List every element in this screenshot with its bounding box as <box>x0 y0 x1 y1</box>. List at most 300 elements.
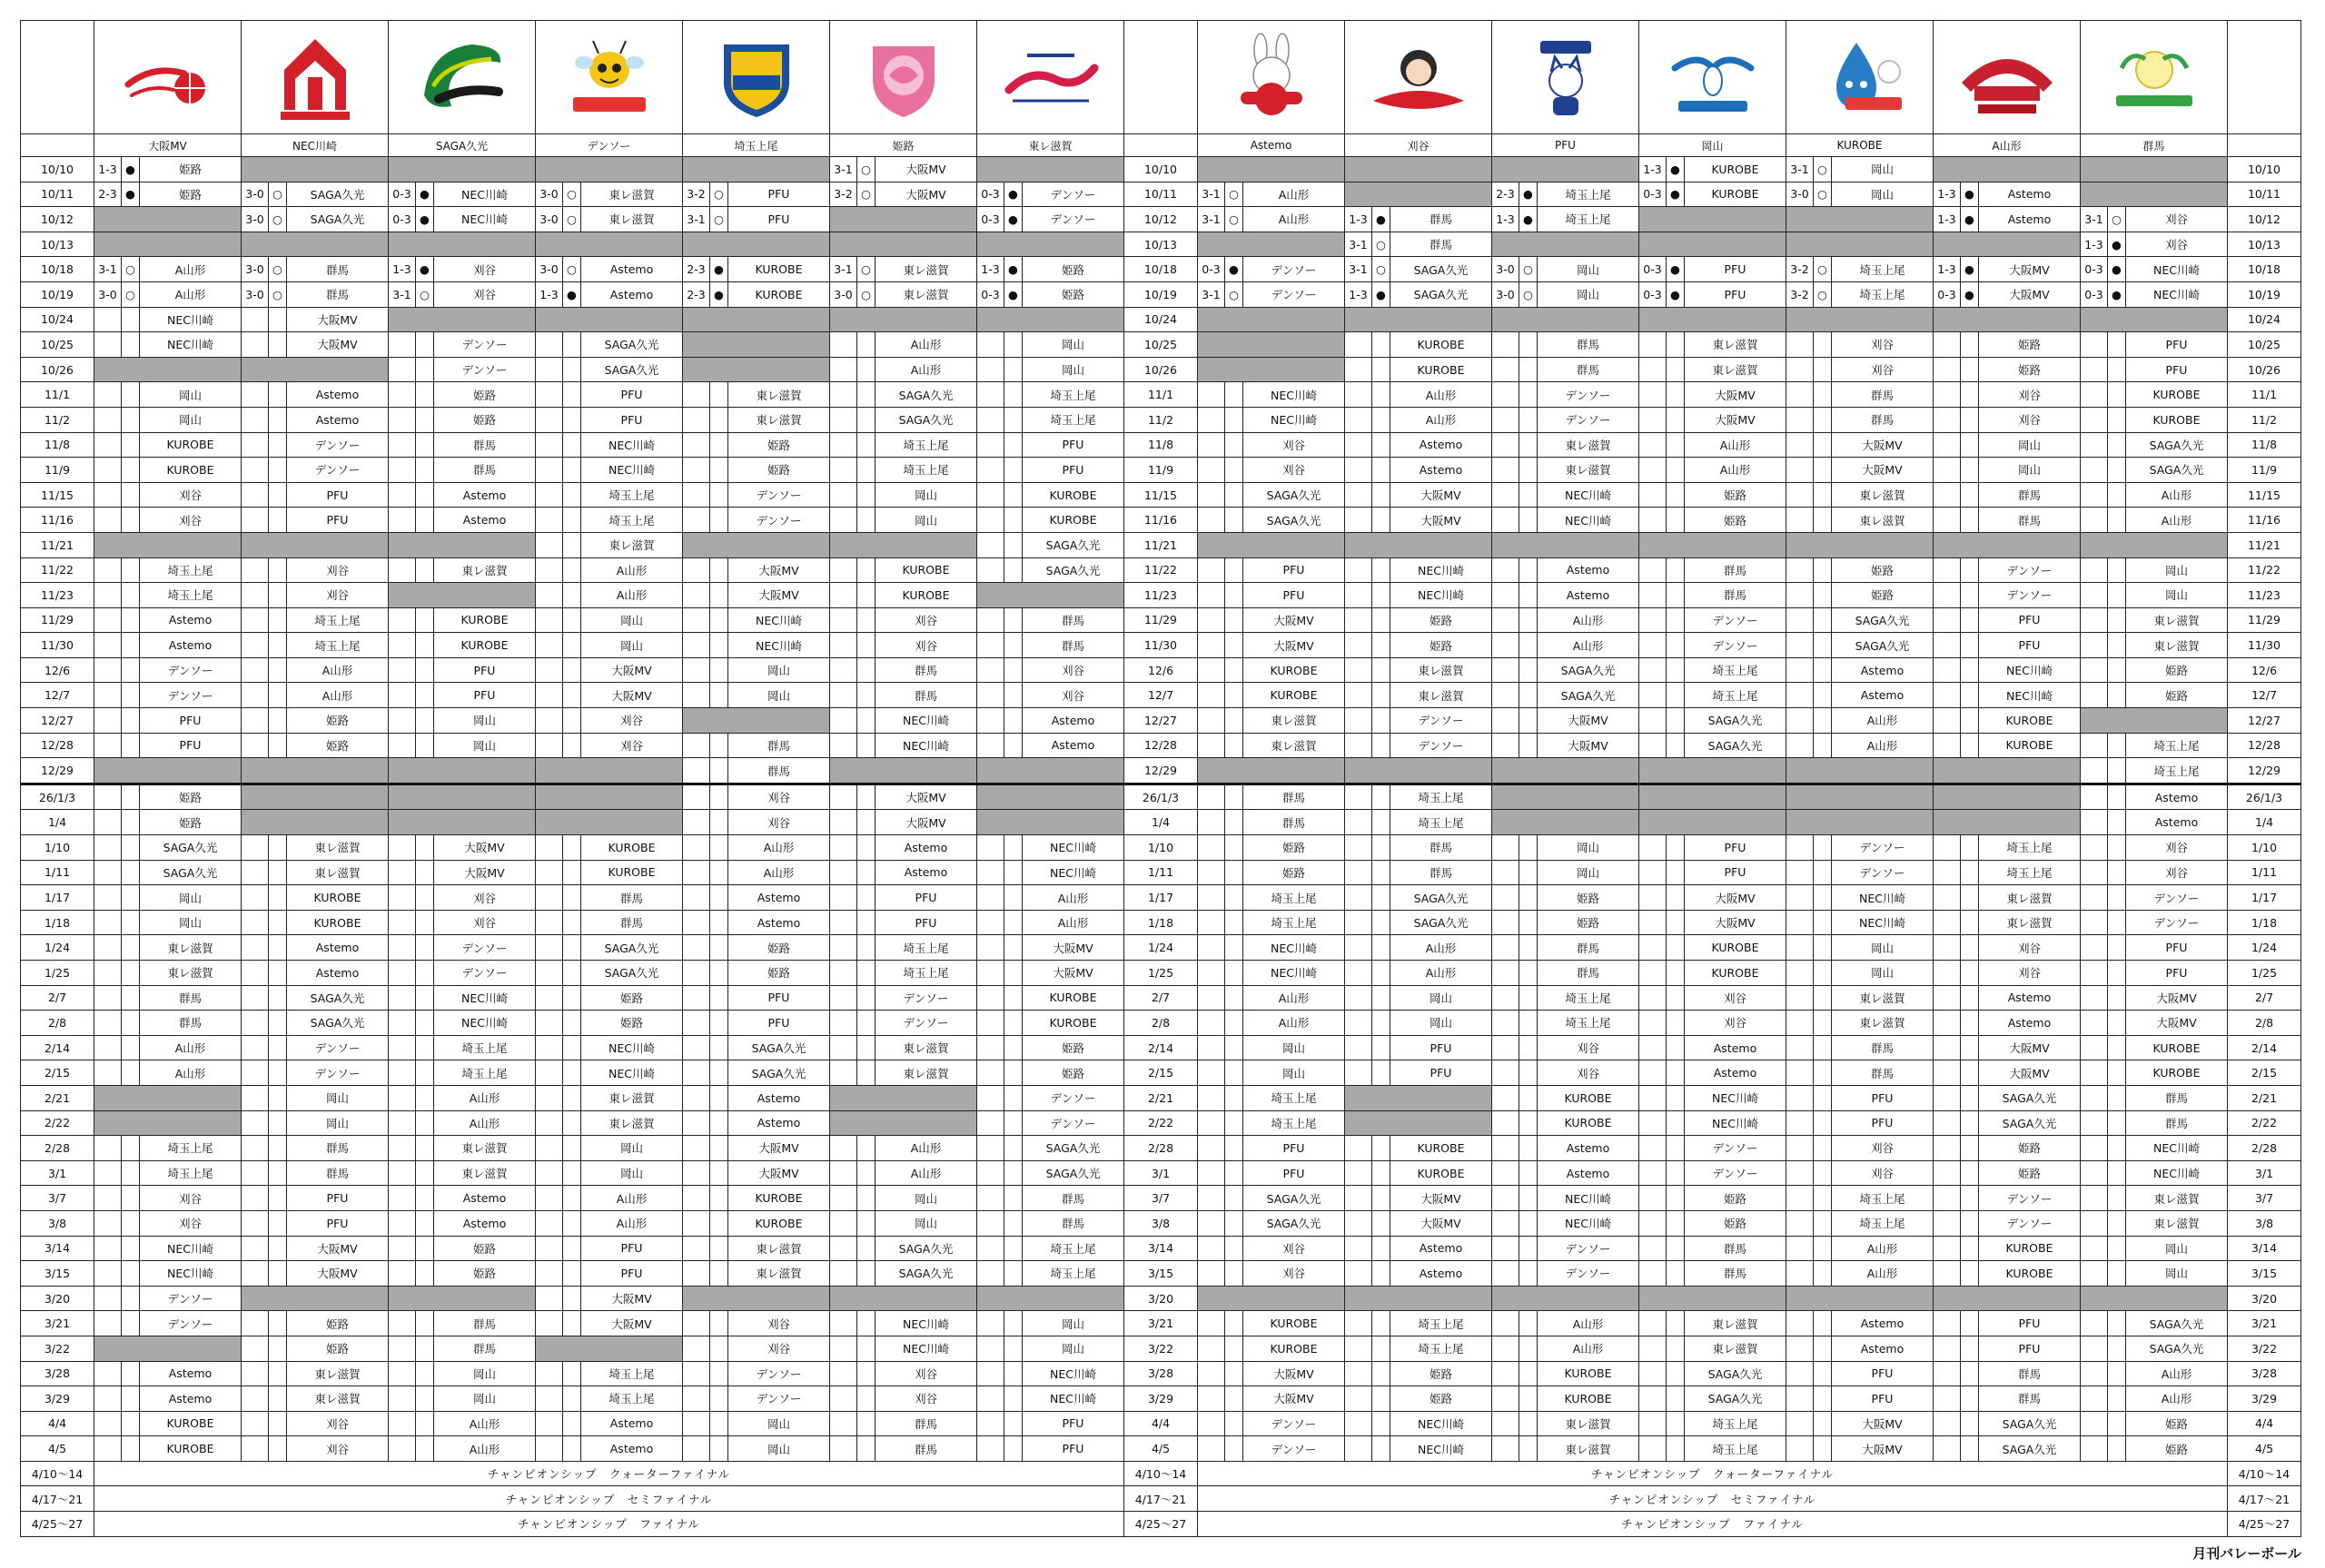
score-cell <box>536 332 563 358</box>
no-match-cell <box>536 157 683 182</box>
result-cell <box>1961 1436 1979 1462</box>
schedule-row <box>21 784 2301 810</box>
result-cell <box>1225 1236 1243 1261</box>
loss-mark-icon: ● <box>2108 281 2126 307</box>
opponent-name: 群馬 <box>581 885 683 911</box>
opponent-name: 姫路 <box>434 1261 536 1287</box>
score-cell <box>683 1436 710 1462</box>
opponent-name: NEC川崎 <box>581 432 683 458</box>
match-score: 0-3 <box>1639 257 1667 282</box>
result-cell <box>563 607 581 633</box>
result-cell <box>269 633 287 658</box>
opponent-name: Astemo <box>1832 657 1934 683</box>
date-cell: 1/10 <box>1124 835 1198 861</box>
pink-shield-icon <box>850 32 957 123</box>
team-logo-cell <box>536 21 683 134</box>
opponent-name: 大阪MV <box>728 1136 830 1161</box>
score-cell <box>536 1361 563 1386</box>
result-cell <box>563 860 581 885</box>
date-cell: 4/25～27 <box>21 1512 94 1537</box>
schedule-row <box>21 1236 2301 1261</box>
date-cell: 10/25 <box>1124 332 1198 358</box>
opponent-name: 刈谷 <box>728 1336 830 1361</box>
date-cell: 2/14 <box>21 1035 94 1060</box>
result-cell <box>1004 1436 1023 1462</box>
opponent-name: デンソー <box>1023 1110 1124 1136</box>
score-cell <box>1934 1060 1961 1086</box>
result-cell <box>269 985 287 1011</box>
score-cell <box>683 1336 710 1361</box>
score-cell <box>1492 657 1519 683</box>
result-cell <box>122 935 140 961</box>
score-cell <box>1934 733 1961 758</box>
opponent-name: 群馬 <box>287 1160 389 1186</box>
opponent-name: NEC川崎 <box>876 1336 977 1361</box>
score-cell <box>977 407 1004 432</box>
score-cell <box>1786 1236 1814 1261</box>
opponent-name: 刈谷 <box>1979 935 2081 961</box>
result-cell <box>857 733 876 758</box>
opponent-name: 姫路 <box>2126 1436 2228 1462</box>
opponent-name: デンソー <box>287 432 389 458</box>
no-match-cell <box>389 307 536 332</box>
opponent-name: 群馬 <box>1685 557 1786 583</box>
team-name: KUROBE <box>1786 134 1934 157</box>
opponent-name: Astemo <box>876 860 977 885</box>
score-cell <box>1639 835 1667 861</box>
result-cell <box>857 1060 876 1086</box>
result-cell <box>563 1160 581 1186</box>
date-cell: 4/5 <box>1124 1436 1198 1462</box>
result-cell <box>122 407 140 432</box>
no-match-cell <box>536 1336 683 1361</box>
team-name: Astemo <box>1198 134 1345 157</box>
result-cell <box>1814 407 1832 432</box>
opponent-name: 埼玉上尾 <box>140 583 242 608</box>
result-cell <box>1961 683 1979 708</box>
score-cell <box>977 733 1004 758</box>
score-cell <box>977 557 1004 583</box>
result-cell <box>1372 407 1390 432</box>
opponent-name: KUROBE <box>2126 407 2228 432</box>
score-cell <box>683 1060 710 1086</box>
result-cell <box>1961 458 1979 483</box>
opponent-name: PFU <box>434 657 536 683</box>
score-cell <box>830 508 857 533</box>
opponent-name: 岡山 <box>728 683 830 708</box>
result-cell <box>563 1361 581 1386</box>
opponent-name: 岡山 <box>876 508 977 533</box>
result-cell <box>563 1136 581 1161</box>
loss-mark-icon: ● <box>2108 257 2126 282</box>
date-cell: 11/22 <box>2228 557 2301 583</box>
date-cell: 3/7 <box>2228 1186 2301 1211</box>
date-cell: 3/14 <box>21 1236 94 1261</box>
opponent-name: A山形 <box>434 1085 536 1110</box>
result-cell <box>1372 657 1390 683</box>
opponent-name: 東レ滋賀 <box>287 1386 389 1412</box>
team-name: 岡山 <box>1639 134 1786 157</box>
score-cell <box>389 458 416 483</box>
opponent-name: NEC川崎 <box>140 1236 242 1261</box>
score-cell <box>2081 1085 2108 1110</box>
score-cell <box>977 1186 1004 1211</box>
no-match-cell <box>94 232 242 257</box>
loss-mark-icon: ● <box>416 257 434 282</box>
no-match-cell <box>2081 708 2228 734</box>
score-cell <box>1492 1361 1519 1386</box>
result-cell <box>1225 1011 1243 1036</box>
result-cell <box>1667 935 1685 961</box>
score-cell <box>1345 910 1372 935</box>
opponent-name: 群馬 <box>287 1136 389 1161</box>
score-cell <box>1492 1035 1519 1060</box>
opponent-name: 埼玉上尾 <box>2126 758 2228 784</box>
match-score: 1-3 <box>977 257 1004 282</box>
date-cell: 11/22 <box>1124 557 1198 583</box>
score-cell <box>977 633 1004 658</box>
date-cell: 3/28 <box>2228 1361 2301 1386</box>
result-cell <box>2108 332 2126 358</box>
no-match-cell <box>1198 532 1345 557</box>
opponent-name: 東レ滋賀 <box>1390 683 1492 708</box>
result-cell <box>416 1236 434 1261</box>
result-cell <box>2108 784 2126 810</box>
opponent-name: 東レ滋賀 <box>1832 508 1934 533</box>
match-score: 3-0 <box>1492 257 1519 282</box>
score-cell <box>536 458 563 483</box>
match-score: 3-1 <box>1786 157 1814 182</box>
date-cell: 10/25 <box>21 332 94 358</box>
date-cell: 2/21 <box>21 1085 94 1110</box>
opponent-name: 東レ滋賀 <box>140 935 242 961</box>
score-cell <box>830 985 857 1011</box>
score-cell <box>1198 885 1225 911</box>
score-cell <box>1639 583 1667 608</box>
result-cell <box>416 458 434 483</box>
date-cell: 12/27 <box>1124 708 1198 734</box>
score-cell <box>1198 1160 1225 1186</box>
opponent-name: Astemo <box>287 407 389 432</box>
opponent-name: PFU <box>1832 1085 1934 1110</box>
opponent-name: A山形 <box>1243 182 1345 207</box>
opponent-name: 東レ滋賀 <box>2126 607 2228 633</box>
opponent-name: 岡山 <box>728 1436 830 1462</box>
result-cell <box>1667 985 1685 1011</box>
score-cell <box>94 1186 122 1211</box>
score-cell <box>1492 1386 1519 1412</box>
opponent-name: NEC川崎 <box>1538 1186 1639 1211</box>
score-cell <box>1492 583 1519 608</box>
score-cell <box>1934 432 1961 458</box>
score-cell <box>536 432 563 458</box>
date-cell: 11/1 <box>2228 382 2301 408</box>
win-mark-icon: ○ <box>1814 281 1832 307</box>
opponent-name: PFU <box>1979 1336 2081 1361</box>
opponent-name: PFU <box>581 1236 683 1261</box>
result-cell <box>710 758 728 784</box>
result-cell <box>2108 1136 2126 1161</box>
score-cell <box>536 835 563 861</box>
score-cell <box>1492 1136 1519 1161</box>
date-cell: 1/18 <box>21 910 94 935</box>
match-score: 3-1 <box>389 281 416 307</box>
championship-label: チャンピオンシップ セミファイナル <box>94 1486 1124 1512</box>
result-cell <box>857 935 876 961</box>
win-mark-icon: ○ <box>269 182 287 207</box>
score-cell <box>1198 1236 1225 1261</box>
score-cell <box>2081 1060 2108 1086</box>
score-cell <box>1786 1386 1814 1412</box>
score-cell <box>1198 810 1225 835</box>
score-cell <box>94 607 122 633</box>
score-cell <box>1934 557 1961 583</box>
score-cell <box>1786 885 1814 911</box>
score-cell <box>683 1386 710 1412</box>
opponent-name: 群馬 <box>728 733 830 758</box>
result-cell <box>1667 1186 1685 1211</box>
no-match-cell <box>977 784 1124 810</box>
opponent-name: Astemo <box>1390 432 1492 458</box>
score-cell <box>389 1311 416 1336</box>
opponent-name: 東レ滋賀 <box>1538 1436 1639 1462</box>
opponent-name: 埼玉上尾 <box>1023 1236 1124 1261</box>
result-cell <box>269 508 287 533</box>
no-match-cell <box>683 332 830 358</box>
result-cell <box>1519 458 1538 483</box>
result-cell <box>563 1060 581 1086</box>
opponent-name: 東レ滋賀 <box>1685 1336 1786 1361</box>
opponent-name: 東レ滋賀 <box>434 1136 536 1161</box>
opponent-name: A山形 <box>1390 382 1492 408</box>
match-score: 2-3 <box>683 281 710 307</box>
match-score: 3-1 <box>94 257 122 282</box>
score-cell <box>1345 1236 1372 1261</box>
score-cell <box>977 985 1004 1011</box>
opponent-name: PFU <box>1832 1110 1934 1136</box>
result-cell <box>2108 835 2126 861</box>
score-cell <box>1786 1110 1814 1136</box>
opponent-name: KUROBE <box>1685 935 1786 961</box>
result-cell <box>416 1060 434 1086</box>
result-cell <box>857 1136 876 1161</box>
result-cell <box>1519 1311 1538 1336</box>
date-cell: 12/29 <box>1124 758 1198 784</box>
opponent-name: NEC川崎 <box>876 1311 977 1336</box>
opponent-name: 埼玉上尾 <box>1832 281 1934 307</box>
result-cell <box>2108 583 2126 608</box>
opponent-name: KUROBE <box>1538 1361 1639 1386</box>
score-cell <box>1345 1386 1372 1412</box>
match-score: 1-3 <box>1345 207 1372 232</box>
opponent-name: Astemo <box>1685 1060 1786 1086</box>
opponent-name: 刈谷 <box>876 633 977 658</box>
score-cell <box>242 708 269 734</box>
result-cell <box>1519 1186 1538 1211</box>
match-score: 3-1 <box>1345 257 1372 282</box>
result-cell <box>1225 784 1243 810</box>
date-cell: 1/10 <box>21 835 94 861</box>
opponent-name: NEC川崎 <box>1390 583 1492 608</box>
result-cell <box>416 1035 434 1060</box>
opponent-name: デンソー <box>1023 207 1124 232</box>
match-score: 3-1 <box>1198 207 1225 232</box>
result-cell <box>1667 885 1685 911</box>
score-cell <box>1198 910 1225 935</box>
no-match-cell <box>2081 532 2228 557</box>
opponent-name: 岡山 <box>581 1136 683 1161</box>
opponent-name: 群馬 <box>287 257 389 282</box>
score-cell <box>1786 1085 1814 1110</box>
score-cell <box>1198 1261 1225 1287</box>
score-cell <box>536 407 563 432</box>
result-cell <box>857 332 876 358</box>
score-cell <box>1786 1411 1814 1436</box>
date-cell: 12/6 <box>2228 657 2301 683</box>
no-match-cell <box>2081 157 2228 182</box>
result-cell <box>1225 1436 1243 1462</box>
date-cell: 11/8 <box>21 432 94 458</box>
opponent-name: A山形 <box>1023 885 1124 911</box>
no-match-cell <box>683 708 830 734</box>
no-match-cell <box>536 307 683 332</box>
score-cell <box>1492 482 1519 508</box>
date-cell: 1/11 <box>2228 860 2301 885</box>
score-cell <box>1639 683 1667 708</box>
date-cell: 11/15 <box>21 482 94 508</box>
opponent-name: 大阪MV <box>1685 407 1786 432</box>
opponent-name: 埼玉上尾 <box>1538 985 1639 1011</box>
team-logo-cell <box>2081 21 2228 134</box>
result-cell <box>1814 633 1832 658</box>
result-cell <box>1372 784 1390 810</box>
score-cell <box>830 432 857 458</box>
date-cell: 2/22 <box>21 1110 94 1136</box>
result-cell <box>1519 407 1538 432</box>
result-cell <box>1225 733 1243 758</box>
result-cell <box>122 1436 140 1462</box>
date-cell: 3/15 <box>21 1261 94 1287</box>
score-cell <box>1198 1311 1225 1336</box>
opponent-name: A山形 <box>581 1186 683 1211</box>
opponent-name: 岡山 <box>581 607 683 633</box>
result-cell <box>122 1236 140 1261</box>
date-cell: 12/6 <box>21 657 94 683</box>
result-cell <box>1519 633 1538 658</box>
score-cell <box>1198 935 1225 961</box>
opponent-name: SAGA久光 <box>1979 1411 2081 1436</box>
score-cell <box>1492 860 1519 885</box>
result-cell <box>416 1160 434 1186</box>
date-cell: 10/12 <box>1124 207 1198 232</box>
date-cell: 11/29 <box>2228 607 2301 633</box>
result-cell <box>1004 458 1023 483</box>
score-cell <box>1345 1035 1372 1060</box>
opponent-name: PFU <box>287 508 389 533</box>
result-cell <box>416 357 434 382</box>
result-cell <box>857 1311 876 1336</box>
score-cell <box>977 1236 1004 1261</box>
score-cell <box>389 607 416 633</box>
score-cell <box>1639 357 1667 382</box>
score-cell <box>1786 961 1814 986</box>
result-cell <box>122 810 140 835</box>
loss-mark-icon: ● <box>1519 207 1538 232</box>
result-cell <box>1225 607 1243 633</box>
opponent-name: PFU <box>1243 583 1345 608</box>
result-cell <box>1814 935 1832 961</box>
opponent-name: A山形 <box>1390 935 1492 961</box>
result-cell <box>1667 482 1685 508</box>
result-cell <box>122 508 140 533</box>
score-cell <box>1639 733 1667 758</box>
no-match-cell <box>536 758 683 784</box>
result-cell <box>416 835 434 861</box>
no-match-cell <box>536 232 683 257</box>
score-cell <box>1639 1110 1667 1136</box>
score-cell <box>242 683 269 708</box>
score-cell <box>1934 985 1961 1011</box>
score-cell <box>977 835 1004 861</box>
score-cell <box>1639 910 1667 935</box>
date-cell: 3/20 <box>2228 1286 2301 1311</box>
score-cell <box>94 885 122 911</box>
result-cell <box>563 407 581 432</box>
opponent-name: PFU <box>1023 1436 1124 1462</box>
score-cell <box>242 458 269 483</box>
score-cell <box>1492 733 1519 758</box>
opponent-name: デンソー <box>1832 835 1934 861</box>
score-cell <box>1345 733 1372 758</box>
result-cell <box>416 683 434 708</box>
result-cell <box>1372 332 1390 358</box>
result-cell <box>122 1060 140 1086</box>
opponent-name: 東レ滋賀 <box>876 1035 977 1060</box>
date-cell: 3/15 <box>2228 1261 2301 1287</box>
result-cell <box>122 458 140 483</box>
score-cell <box>830 1261 857 1287</box>
schedule-row <box>21 1035 2301 1060</box>
result-cell <box>2108 557 2126 583</box>
date-cell: 4/25～27 <box>1124 1512 1198 1537</box>
opponent-name: 大阪MV <box>581 683 683 708</box>
score-cell <box>1934 935 1961 961</box>
score-cell <box>1198 657 1225 683</box>
opponent-name: 大阪MV <box>728 583 830 608</box>
opponent-name: 埼玉上尾 <box>581 508 683 533</box>
score-cell <box>1639 1236 1667 1261</box>
opponent-name: KUROBE <box>1979 733 2081 758</box>
opponent-name: 刈谷 <box>1685 1011 1786 1036</box>
score-cell <box>1934 1136 1961 1161</box>
opponent-name: 群馬 <box>581 910 683 935</box>
date-cell: 3/15 <box>1124 1261 1198 1287</box>
opponent-name: 大阪MV <box>581 1311 683 1336</box>
score-cell <box>683 508 710 533</box>
opponent-name: Astemo <box>581 281 683 307</box>
opponent-name: 姫路 <box>1685 1186 1786 1211</box>
opponent-name: PFU <box>728 207 830 232</box>
no-match-cell <box>389 157 536 182</box>
score-cell <box>1639 860 1667 885</box>
score-cell <box>242 607 269 633</box>
no-match-cell <box>683 1286 830 1311</box>
score-cell <box>683 935 710 961</box>
opponent-name: NEC川崎 <box>140 1261 242 1287</box>
score-cell <box>389 860 416 885</box>
result-cell <box>1667 557 1685 583</box>
opponent-name: A山形 <box>1538 1336 1639 1361</box>
